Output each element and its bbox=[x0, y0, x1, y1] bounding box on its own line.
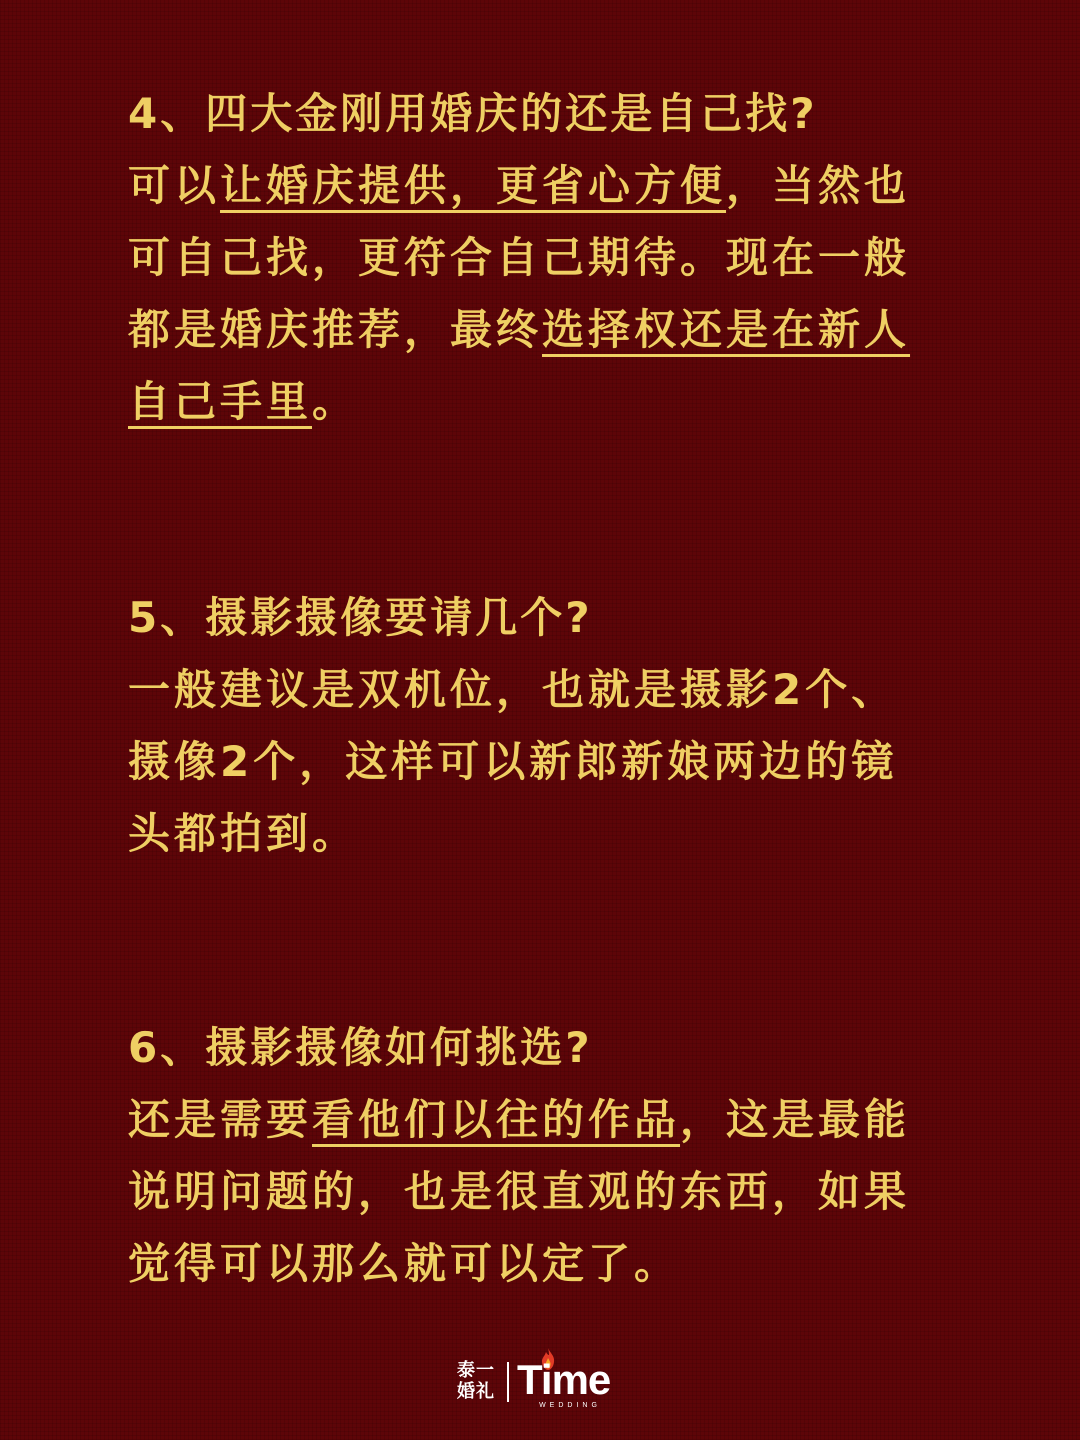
brand-logo bbox=[457, 1348, 627, 1414]
answer-4-line-1 bbox=[128, 150, 958, 222]
logo-zh-line-1: 泰一 bbox=[457, 1360, 495, 1381]
answer-highlight: 看他们以往的作品 bbox=[312, 1095, 681, 1144]
answer-text: ，这是最能 bbox=[680, 1095, 911, 1144]
answer-highlight: 让婚庆提供，更省心方便 bbox=[220, 161, 727, 210]
answer-text: 摄像2个，这样可以新郎新娘两边的镜 bbox=[128, 737, 898, 786]
answer-6-line-3 bbox=[128, 1228, 958, 1300]
answer-4-line-4 bbox=[128, 366, 958, 438]
faq-section-6 bbox=[128, 1012, 958, 1300]
answer-5-line-1 bbox=[128, 654, 958, 726]
logo-divider bbox=[507, 1362, 509, 1402]
answer-text: 可以 bbox=[128, 161, 221, 210]
faq-section-4 bbox=[128, 78, 958, 438]
answer-text: 。 bbox=[312, 377, 359, 426]
answer-5-line-3 bbox=[128, 798, 958, 870]
answer-text: 一般建议是双机位，也就是摄影2个、 bbox=[128, 665, 898, 714]
answer-4-line-2 bbox=[128, 222, 958, 294]
answer-text: 都是婚庆推荐，最终 bbox=[128, 305, 543, 354]
answer-4-line-3 bbox=[128, 294, 958, 366]
answer-highlight: 自己手里 bbox=[128, 377, 313, 426]
logo-english-name: Time bbox=[517, 1356, 611, 1403]
question-6: 6、摄影摄像如何挑选? bbox=[128, 1023, 593, 1072]
answer-6-line-1 bbox=[128, 1084, 958, 1156]
answer-text: ，当然也 bbox=[726, 161, 911, 210]
logo-zh-line-2: 婚礼 bbox=[457, 1381, 495, 1402]
answer-highlight: 选择权还是在新人 bbox=[542, 305, 911, 354]
question-4: 4、四大金刚用婚庆的还是自己找? bbox=[128, 89, 818, 138]
answer-text: 可自己找，更符合自己期待。现在一般 bbox=[128, 233, 911, 282]
logo-subtitle: WEDDING bbox=[539, 1402, 601, 1409]
logo-chinese-name bbox=[457, 1360, 503, 1406]
answer-6-line-2 bbox=[128, 1156, 958, 1228]
answer-text: 说明问题的，也是很直观的东西，如果 bbox=[128, 1167, 911, 1216]
answer-5-line-2 bbox=[128, 726, 958, 798]
question-5: 5、摄影摄像要请几个? bbox=[128, 593, 593, 642]
answer-text: 觉得可以那么就可以定了。 bbox=[128, 1239, 681, 1288]
answer-text: 头都拍到。 bbox=[128, 809, 359, 858]
faq-section-5 bbox=[128, 582, 958, 870]
answer-text: 还是需要 bbox=[128, 1095, 313, 1144]
